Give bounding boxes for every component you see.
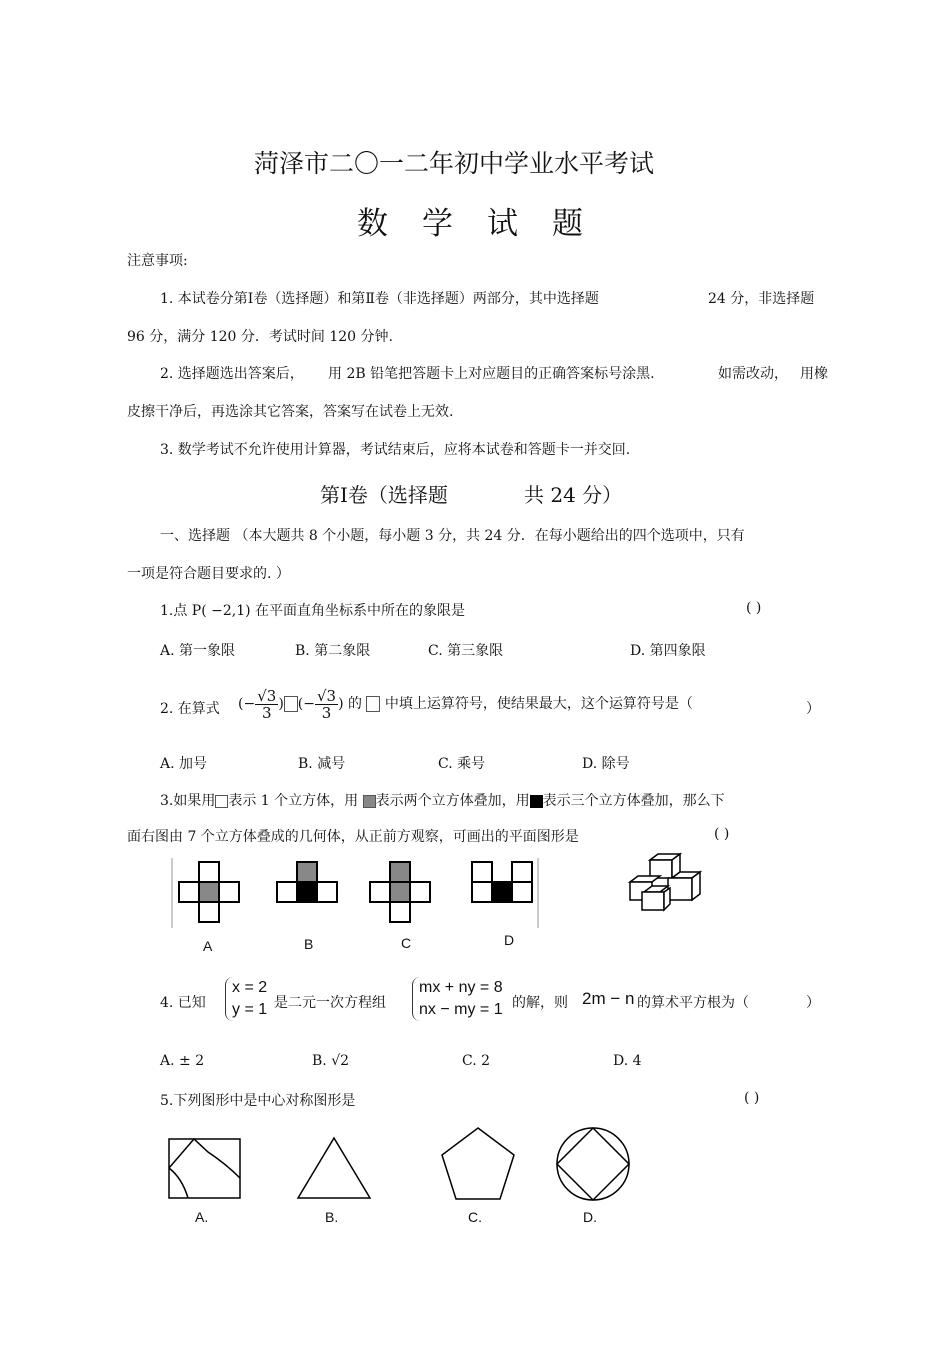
q5-answer-paren: ( ): [744, 1090, 760, 1106]
section-intro-line1: 一、选择题 （本大题共 8 个小题，每小题 3 分，共 24 分．在每小题给出的四个选项中，只有: [160, 528, 745, 544]
q4-option-b: B. √2: [312, 1053, 350, 1069]
q4-sys1-line1: x = 2: [232, 979, 268, 996]
q3-text-a: 3.如果用: [160, 793, 216, 809]
q1-option-a: A. 第一象限: [160, 643, 236, 659]
q2-fraction-2: [315, 688, 338, 721]
q2-prefix: 2. 在算式: [160, 701, 220, 717]
q3-label-a: A: [203, 938, 213, 954]
q4-equation-system: [412, 977, 503, 1021]
q3-label-c: C: [401, 935, 412, 951]
section-heading-a: 第Ⅰ卷（选择题: [320, 483, 448, 507]
q2-option-b: B. 减号: [298, 756, 346, 772]
double-cube-icon: [363, 795, 376, 808]
q5-label-b: B.: [325, 1209, 339, 1225]
q3-answer-paren: ( ): [714, 826, 730, 842]
stacked-cubes-figure: [628, 852, 702, 912]
q2-mid-text: 的: [348, 696, 363, 712]
q2-option-a: A. 加号: [160, 756, 208, 772]
q1-option-b: B. 第二象限: [295, 643, 371, 659]
q4-close-paren: ）: [806, 995, 820, 1011]
q1-stem: 1.点 P( −2,1) 在平面直角坐标系中所在的象限是: [160, 603, 466, 619]
solution-brace: [225, 977, 267, 1021]
q2-denominator-2: 3: [321, 703, 332, 722]
q5-stem: 5.下列图形中是中心对称图形是: [160, 1093, 356, 1109]
q2-right-paren-2: ): [338, 696, 344, 712]
q4-suffix-b: 的算术平方根为（: [637, 995, 749, 1011]
q4-prefix: 4. 已知: [160, 995, 206, 1011]
notice-item2-d: 用橡: [800, 366, 828, 382]
single-cube-icon: [215, 795, 228, 808]
q2-fraction-1: [255, 688, 278, 721]
q5-option-d-circle-square: [555, 1126, 631, 1202]
option-c-view: [370, 862, 430, 922]
q4-option-d: D. 4: [613, 1053, 642, 1069]
q3-label-b: B: [304, 936, 314, 952]
q2-close-paren: ）: [806, 701, 820, 717]
triple-cube-icon: [530, 795, 543, 808]
q3-text-d: 表示三个立方体叠加，那么下: [542, 793, 725, 809]
option-b-view: [277, 862, 337, 902]
notice-item1-line2: 96 分，满分 120 分．考试时间 120 分钟.: [127, 329, 393, 345]
notice-item2-c: 如需改动，: [718, 366, 788, 382]
q2-expression: [238, 682, 693, 726]
q3-text-b: 表示 1 个立方体，用: [228, 793, 359, 809]
notice-item2-b: 用 2B 铅笔把答题卡上对应题目的正确答案标号涂黑.: [328, 366, 655, 382]
q3-line1: [160, 790, 725, 810]
q3-text-c: 表示两个立方体叠加，用: [375, 793, 530, 809]
notice-item1-a: 1. 本试卷分第Ⅰ卷（选择题）和第Ⅱ卷（非选择题）两部分，其中选择题: [160, 291, 599, 307]
section-heading-b: 共 24 分）: [524, 483, 623, 507]
exam-title: 菏泽市二〇一二年初中学业水平考试: [254, 149, 655, 178]
option-d-view: [472, 862, 532, 902]
q5-label-c: C.: [468, 1209, 482, 1225]
q4-sys2-line1: mx + ny = 8: [419, 979, 503, 996]
q5-option-a-shape: [168, 1138, 242, 1200]
q5-option-b-triangle: [296, 1136, 372, 1200]
q4-mid: 是二元一次方程组: [274, 995, 386, 1011]
q3-options-figure: [170, 856, 545, 931]
notice-item3: 3. 数学考试不允许使用计算器，考试结束后，应将本试卷和答题卡一并交回.: [160, 442, 631, 458]
q2-left-paren-2: (−: [297, 696, 315, 712]
q4-option-a: A. ± 2: [160, 1053, 205, 1069]
q4-sys2-line2: nx − my = 1: [419, 1001, 503, 1018]
q4-sys1-line2: y = 1: [232, 1001, 268, 1018]
q2-option-d: D. 除号: [582, 756, 630, 772]
q4-expression: 2m − n: [582, 989, 635, 1008]
notice-item2-a: 2. 选择题选出答案后，: [160, 366, 304, 382]
notice-item1-b: 24 分，非选择题: [708, 291, 815, 307]
operator-blank-box: [284, 696, 298, 712]
q2-option-c: C. 乘号: [438, 756, 486, 772]
q3-line2: 面右图由 7 个立方体叠成的几何体，从正前方观察，可画出的平面图形是: [127, 829, 579, 845]
q2-right-paren-1: ): [278, 696, 284, 712]
q2-left-paren-1: (−: [238, 696, 256, 712]
q2-suffix: 中填上运算符号，使结果最大，这个运算符号是（: [384, 696, 693, 712]
notice-item2-line2: 皮擦干净后，再选涂其它答案，答案写在试卷上无效.: [127, 404, 454, 420]
q5-option-c-pentagon: [440, 1126, 516, 1202]
q1-answer-paren: ( ): [746, 600, 762, 616]
q4-solution-system: [225, 977, 267, 1021]
notice-heading: 注意事项:: [127, 253, 188, 269]
q4-option-c: C. 2: [462, 1053, 491, 1069]
q1-option-d: D. 第四象限: [630, 643, 706, 659]
q1-option-c: C. 第三象限: [428, 643, 504, 659]
option-a-view: [179, 862, 239, 922]
q2-numerator-2: √3: [316, 686, 337, 705]
q2-denominator-1: 3: [261, 703, 272, 722]
q5-label-d: D.: [583, 1209, 597, 1225]
q3-label-d: D: [504, 932, 515, 948]
operator-blank-box: [366, 696, 380, 712]
q4-suffix-a: 的解，则: [512, 995, 568, 1011]
q5-label-a: A.: [195, 1209, 209, 1225]
q2-numerator-1: √3: [257, 686, 277, 705]
subject-title: 数学试题: [357, 206, 617, 242]
section-intro-line2: 一项是符合题目要求的. ）: [127, 566, 290, 582]
equation-brace: [412, 977, 503, 1021]
